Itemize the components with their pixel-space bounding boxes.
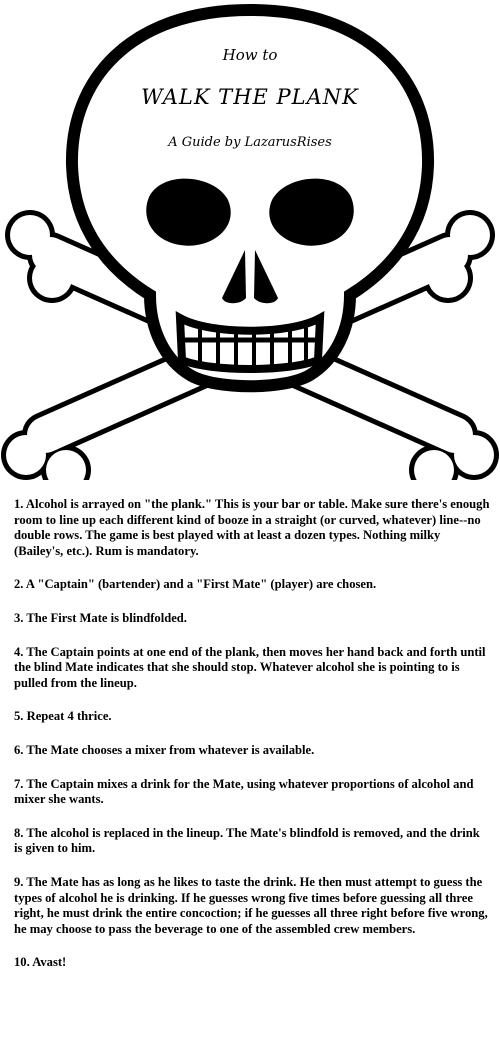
rule-4: 4. The Captain points at one end of the plank, then moves her hand back and forth until the blind Mate indicates that she should stop. Whatever alcohol she is pointing to is pulled from the lineup. — [14, 644, 486, 690]
rule-9: 9. The Mate has as long as he likes to taste the drink. He then must attempt to guess the types of alcohol he is drinking. If he guesses wrong five times before guessing all three right, he must drink the entire concoction; if he guesses all three right before five wrong, he may choose to pass the beverage to one of the assembled crew members. — [14, 874, 488, 936]
rule-1: 1. Alcohol is arrayed on "the plank." This is your bar or table. Make sure there's enough room to line up each different kind of booze in a straight (or curved, whatever) line--no double rows. The game is best played with at least a dozen types. Nothing milky (Bailey's, etc.). Rum is mandatory. — [14, 497, 490, 558]
skull-and-crossbones-illustration — [0, 0, 500, 480]
rule-5: 5. Repeat 4 thrice. — [14, 709, 112, 724]
skull-icon — [72, 10, 428, 386]
rules-list — [14, 497, 490, 989]
title-byline: A Guide by LazarusRises — [168, 135, 332, 150]
rule-7: 7. The Captain mixes a drink for the Mate, using whatever proportions of alcohol and mixer she wants. — [14, 776, 474, 807]
rule-6: 6. The Mate chooses a mixer from whatever is available. — [14, 742, 315, 757]
rule-8: 8. The alcohol is replaced in the lineup. The Mate's blindfold is removed, and the drink is given to him. — [14, 825, 480, 856]
title-how-to: How to — [222, 46, 278, 64]
rule-3: 3. The First Mate is blindfolded. — [14, 610, 187, 625]
rule-10: 10. Avast! — [14, 955, 67, 970]
title-walk-the-plank: WALK THE PLANK — [141, 85, 359, 109]
rule-2: 2. A "Captain" (bartender) and a "First Mate" (player) are chosen. — [14, 577, 377, 592]
